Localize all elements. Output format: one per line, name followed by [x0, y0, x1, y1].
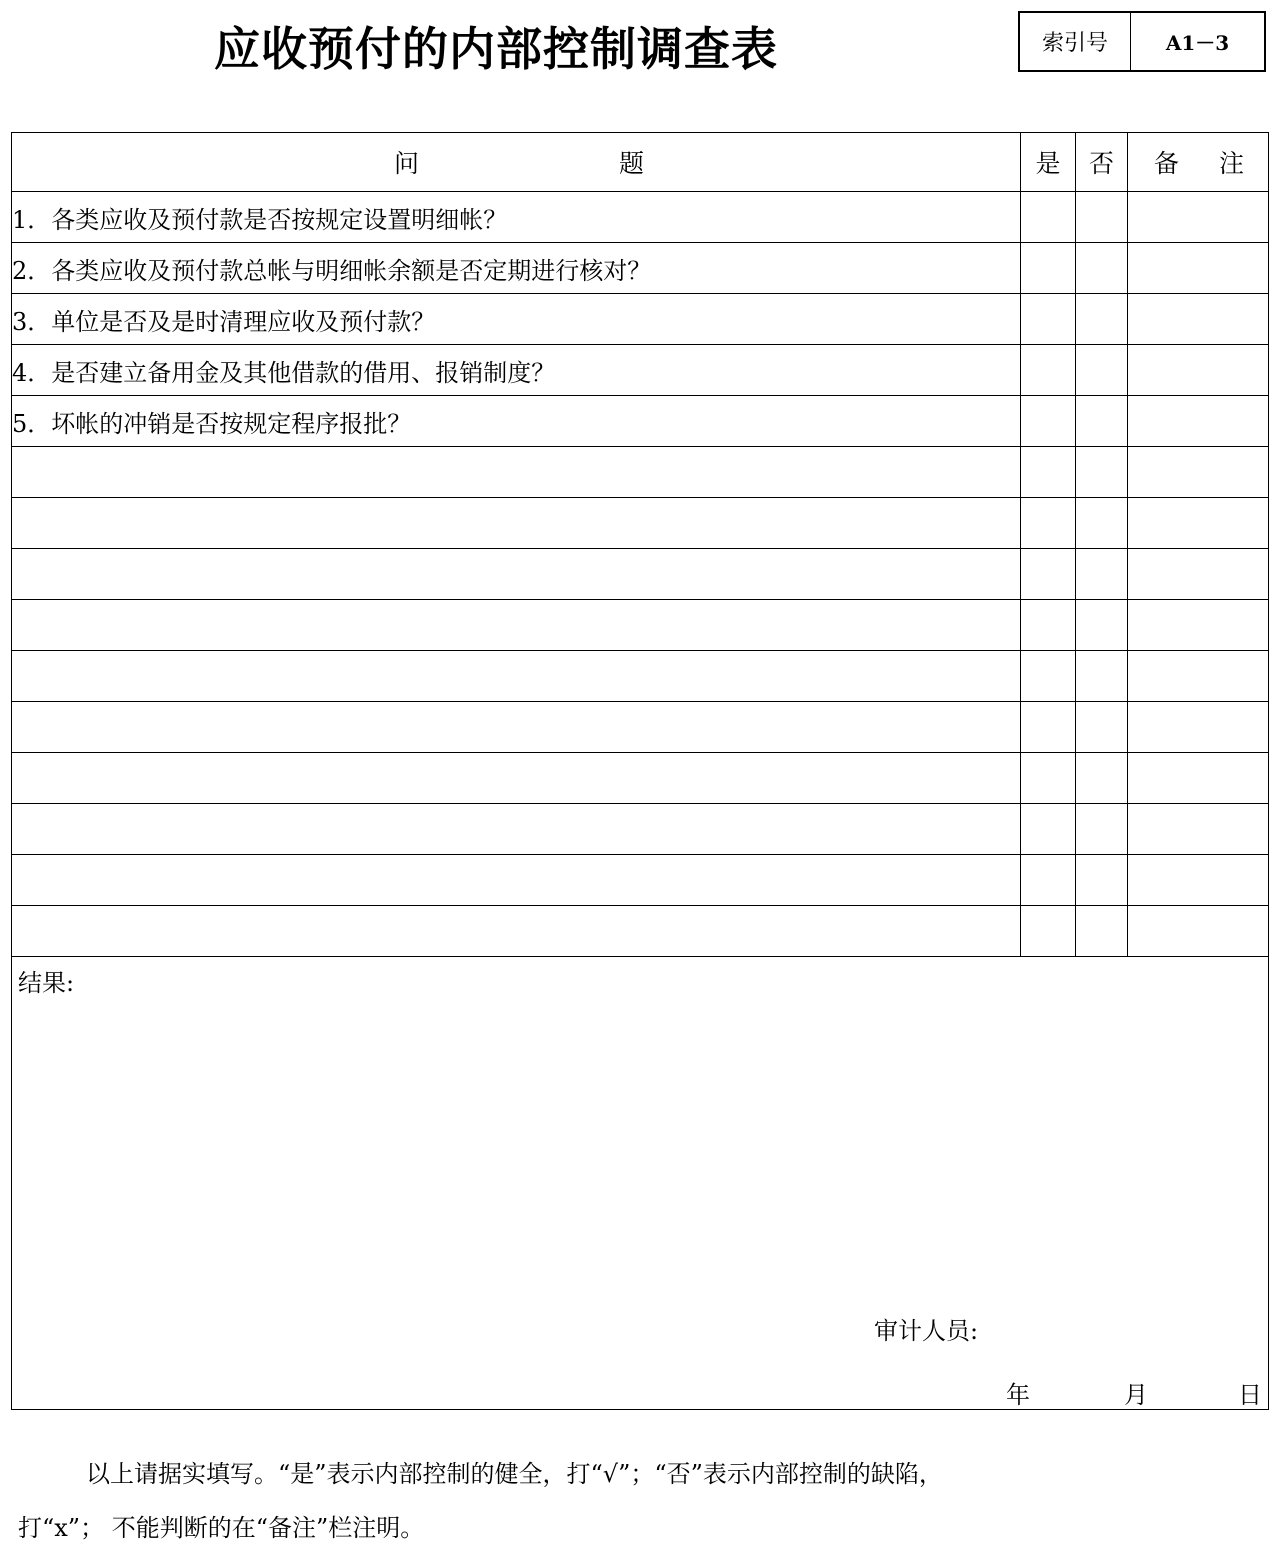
no-cell[interactable] [1076, 192, 1128, 243]
yes-cell[interactable] [1021, 702, 1076, 753]
remark-cell[interactable] [1128, 600, 1269, 651]
no-cell[interactable] [1076, 549, 1128, 600]
yes-cell[interactable] [1021, 498, 1076, 549]
question-cell [12, 906, 1021, 957]
no-cell[interactable] [1076, 804, 1128, 855]
question-cell: 3．单位是否及是时清理应收及预付款？ [12, 294, 1021, 345]
yes-cell[interactable] [1021, 753, 1076, 804]
yes-cell[interactable] [1021, 192, 1076, 243]
table-row [12, 192, 1269, 243]
no-cell[interactable] [1076, 855, 1128, 906]
table-row [12, 600, 1269, 651]
table-row [12, 549, 1269, 600]
footnote-line-1: 以上请据实填写。“是”表示内部控制的健全，打“√”；“否”表示内部控制的缺陷， [86, 1460, 943, 1488]
question-header-char: 题 [618, 149, 644, 178]
table-row [12, 498, 1269, 549]
index-number-box [1018, 11, 1266, 72]
result-cell[interactable] [12, 957, 1269, 1410]
index-number-label: 索引号 [1020, 13, 1131, 70]
no-cell[interactable] [1076, 702, 1128, 753]
remark-cell[interactable] [1128, 906, 1269, 957]
survey-table [11, 132, 1269, 1410]
no-header: 否 [1076, 133, 1128, 192]
remark-header-char: 备 [1154, 149, 1180, 178]
question-cell [12, 804, 1021, 855]
no-cell[interactable] [1076, 600, 1128, 651]
question-cell [12, 702, 1021, 753]
result-label: 结果: [18, 969, 75, 997]
table-row [12, 447, 1269, 498]
no-cell[interactable] [1076, 294, 1128, 345]
yes-header: 是 [1021, 133, 1076, 192]
yes-cell[interactable] [1021, 294, 1076, 345]
question-cell [12, 498, 1021, 549]
no-cell[interactable] [1076, 753, 1128, 804]
question-cell: 4．是否建立备用金及其他借款的借用、报销制度？ [12, 345, 1021, 396]
question-cell: 5．坏帐的冲销是否按规定程序报批？ [12, 396, 1021, 447]
question-header [12, 133, 1021, 192]
no-cell[interactable] [1076, 345, 1128, 396]
yes-cell[interactable] [1021, 804, 1076, 855]
question-header-char: 问 [394, 149, 420, 178]
remark-cell[interactable] [1128, 651, 1269, 702]
date-month-label: 月 [1124, 1381, 1148, 1409]
remark-cell[interactable] [1128, 855, 1269, 906]
remark-header [1128, 133, 1269, 192]
question-cell [12, 753, 1021, 804]
page-title: 应收预付的内部控制调查表 [214, 22, 778, 76]
no-cell[interactable] [1076, 447, 1128, 498]
no-cell[interactable] [1076, 651, 1128, 702]
remark-cell[interactable] [1128, 294, 1269, 345]
remark-cell[interactable] [1128, 345, 1269, 396]
yes-cell[interactable] [1021, 906, 1076, 957]
table-row [12, 855, 1269, 906]
date-day-label: 日 [1238, 1381, 1262, 1409]
table-row [12, 345, 1269, 396]
remark-cell[interactable] [1128, 396, 1269, 447]
remark-cell[interactable] [1128, 804, 1269, 855]
question-rows [12, 192, 1269, 957]
question-cell [12, 855, 1021, 906]
table-row [12, 243, 1269, 294]
index-number-value: A1－3 [1165, 31, 1230, 55]
question-cell: 1．各类应收及预付款是否按规定设置明细帐？ [12, 192, 1021, 243]
table-row [12, 651, 1269, 702]
table-row [12, 804, 1269, 855]
table-row [12, 906, 1269, 957]
table-row [12, 753, 1269, 804]
remark-cell[interactable] [1128, 192, 1269, 243]
remark-cell[interactable] [1128, 753, 1269, 804]
auditor-label: 审计人员: [874, 1317, 979, 1345]
table-row [12, 702, 1269, 753]
result-row [12, 957, 1269, 1410]
remark-cell[interactable] [1128, 702, 1269, 753]
question-cell [12, 549, 1021, 600]
yes-cell[interactable] [1021, 549, 1076, 600]
remark-cell[interactable] [1128, 243, 1269, 294]
yes-cell[interactable] [1021, 600, 1076, 651]
question-cell [12, 447, 1021, 498]
question-cell [12, 651, 1021, 702]
table-row [12, 396, 1269, 447]
no-cell[interactable] [1076, 243, 1128, 294]
yes-cell[interactable] [1021, 345, 1076, 396]
no-cell[interactable] [1076, 906, 1128, 957]
yes-cell[interactable] [1021, 396, 1076, 447]
table-header-row [12, 133, 1269, 192]
remark-cell[interactable] [1128, 447, 1269, 498]
remark-cell[interactable] [1128, 549, 1269, 600]
yes-cell[interactable] [1021, 855, 1076, 906]
yes-cell[interactable] [1021, 651, 1076, 702]
yes-cell[interactable] [1021, 447, 1076, 498]
table-row [12, 294, 1269, 345]
no-cell[interactable] [1076, 498, 1128, 549]
footnote-line-2: 打“x”； 不能判断的在“备注”栏注明。 [18, 1514, 425, 1542]
date-year-label: 年 [1006, 1381, 1030, 1409]
remark-cell[interactable] [1128, 498, 1269, 549]
remark-header-char: 注 [1218, 149, 1244, 178]
question-cell [12, 600, 1021, 651]
question-cell: 2．各类应收及预付款总帐与明细帐余额是否定期进行核对？ [12, 243, 1021, 294]
no-cell[interactable] [1076, 396, 1128, 447]
yes-cell[interactable] [1021, 243, 1076, 294]
